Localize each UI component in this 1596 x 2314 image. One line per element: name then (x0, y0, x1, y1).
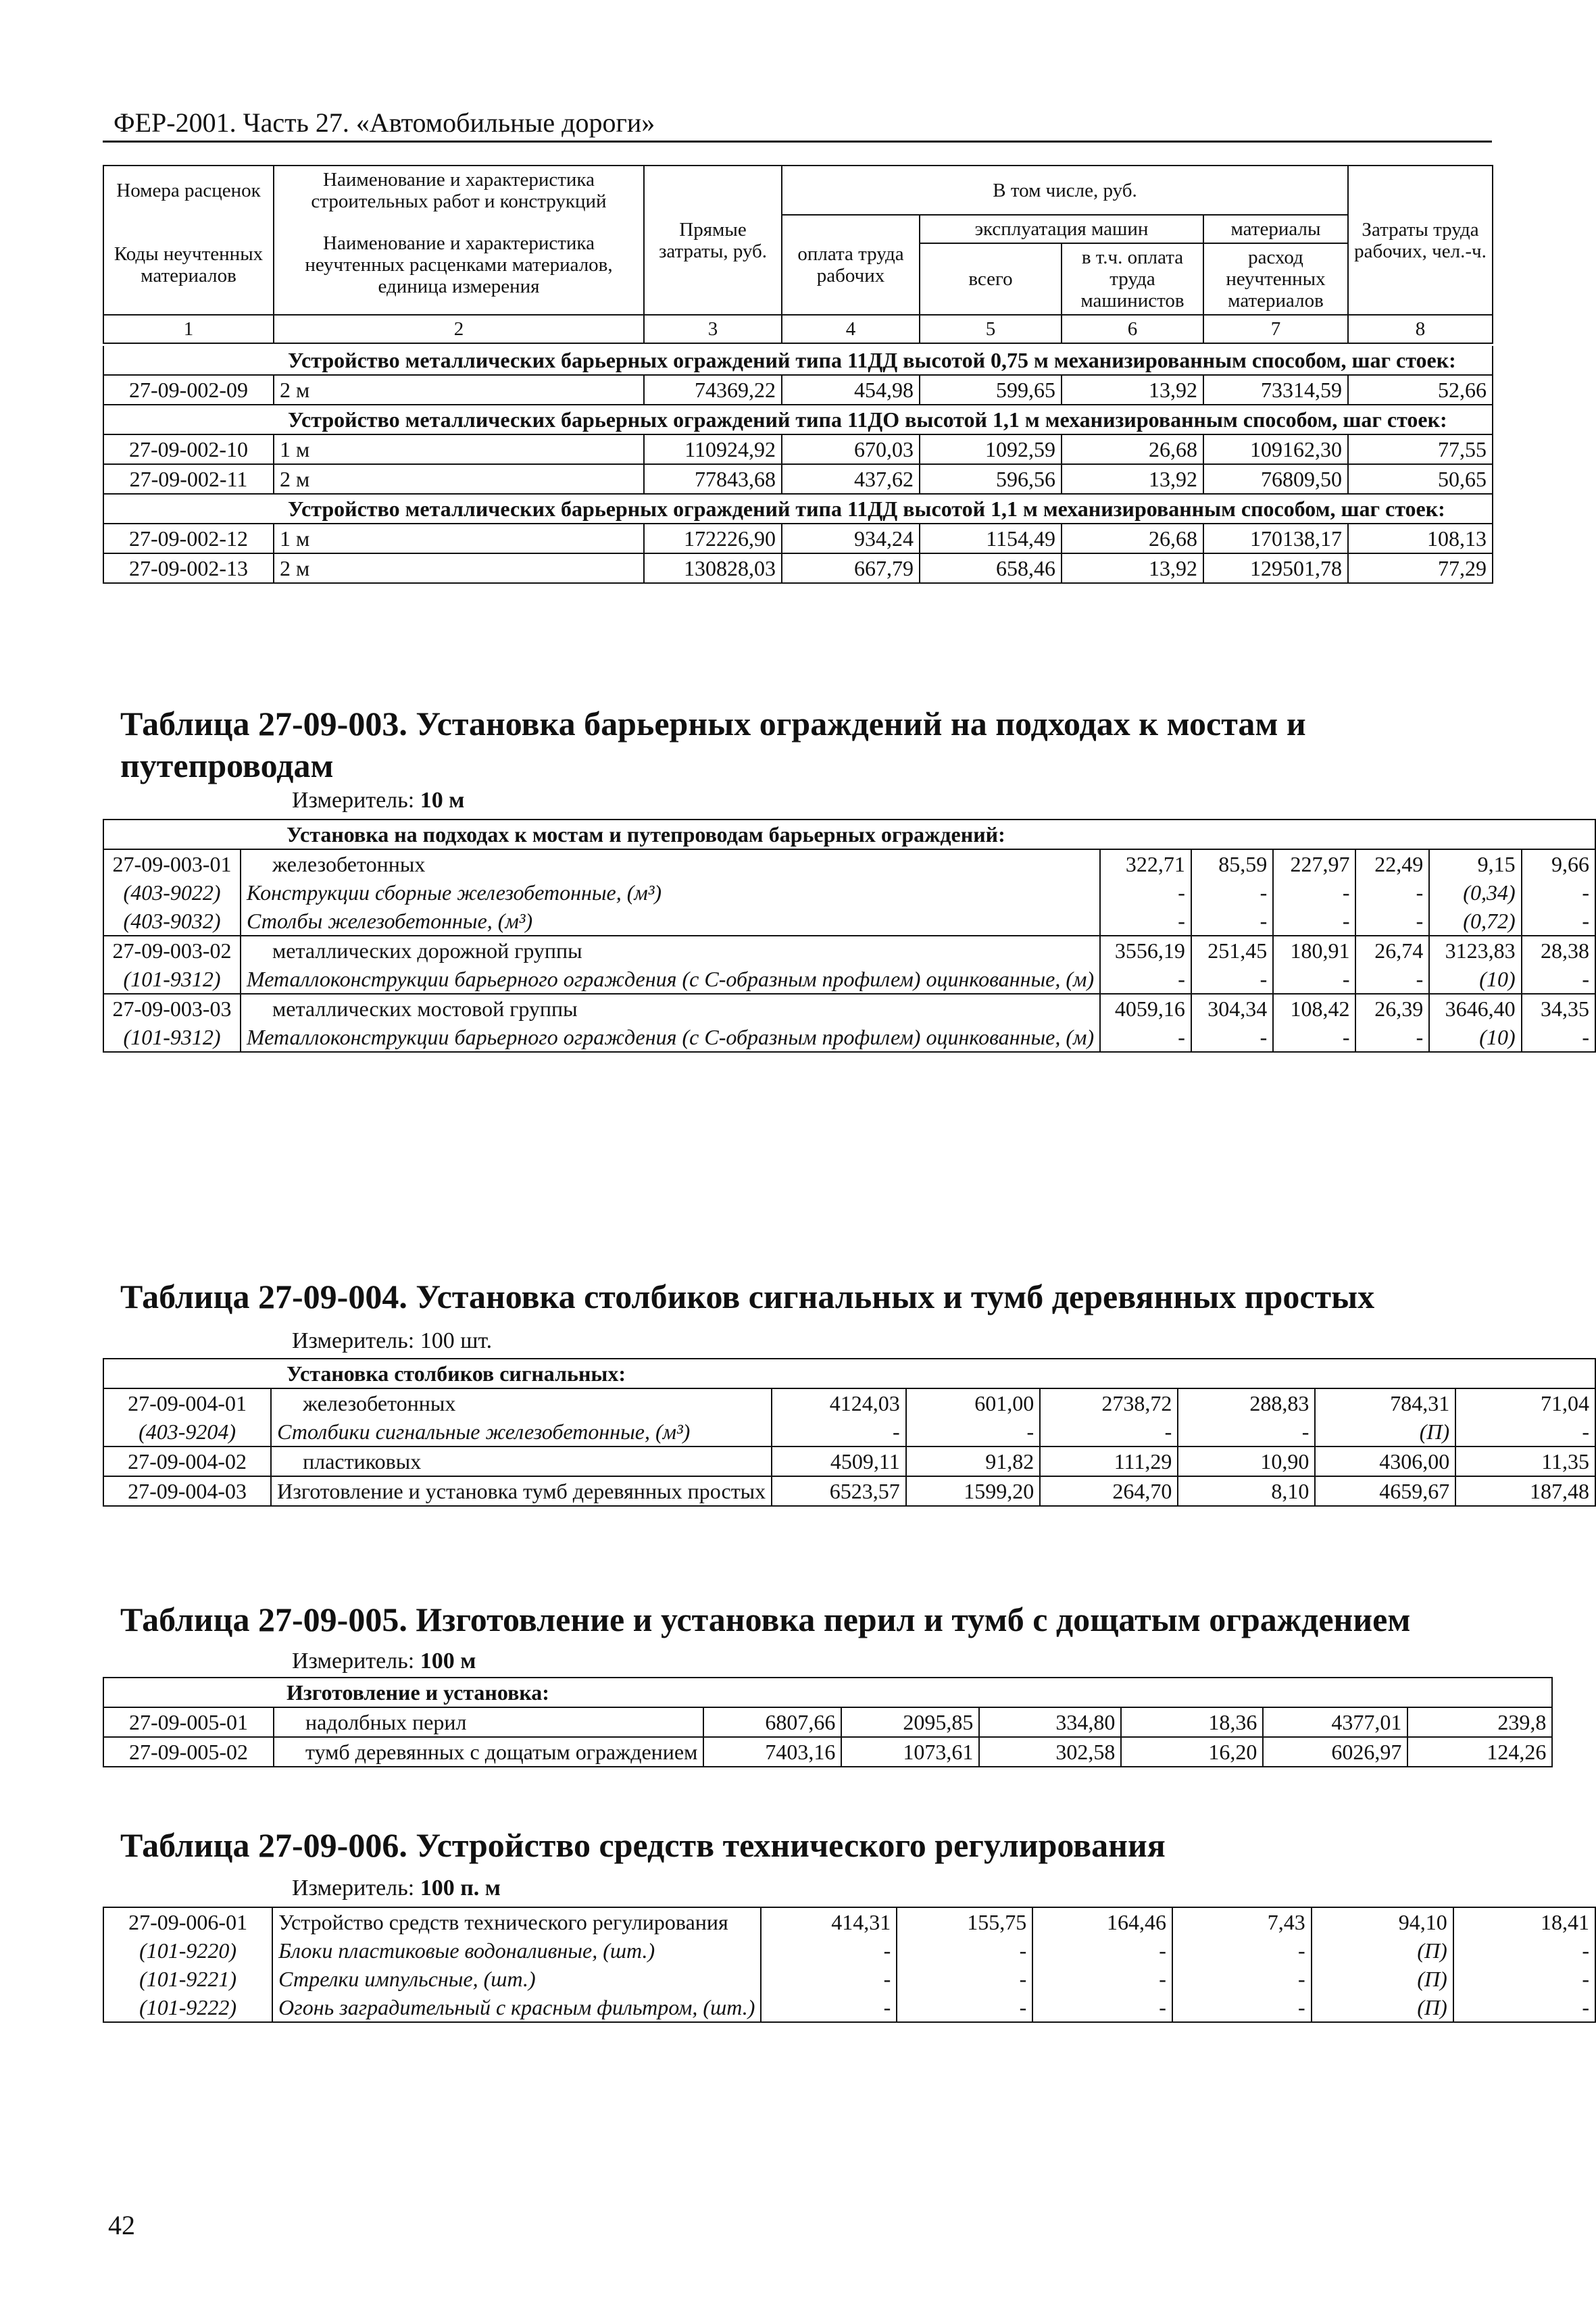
cell-value: (10) (1429, 965, 1521, 994)
cell-value: - (1522, 965, 1595, 994)
cell-value: 109162,30 (1203, 434, 1348, 464)
cell-value: 77,29 (1348, 553, 1493, 583)
cell-value: 601,00 (906, 1388, 1041, 1417)
section-heading: Устройство металлических барьерных ограждений типа 11ДО высотой 1,1 м механизированным способом, шаг стоек: (103, 405, 1493, 434)
rate-code: 27-09-002-12 (103, 524, 274, 553)
table-006 (103, 1907, 1596, 2023)
cell-value: - (1191, 907, 1273, 936)
header-col1-top: Номера расценок (103, 166, 274, 215)
table-005-meter (292, 1649, 476, 1674)
header-col7: расход неучтенных материалов (1203, 243, 1348, 315)
meter-value: 100 п. м (420, 1876, 501, 1901)
cell-value: 322,71 (1100, 849, 1191, 878)
table-006-meter (292, 1876, 501, 1901)
header-including: В том числе, руб. (782, 166, 1348, 215)
table-005 (103, 1677, 1553, 1767)
table-004-meter (292, 1328, 492, 1354)
cell-value: - (772, 1417, 906, 1447)
material-name: Столбы железобетонные, (м³) (241, 907, 1100, 936)
col-num: 5 (920, 315, 1062, 343)
header-materials: материалы (1203, 215, 1348, 243)
cell-value: - (1191, 965, 1273, 994)
row-name: металлических дорожной группы (241, 936, 1100, 965)
cell-value: 50,65 (1348, 464, 1493, 494)
material-code: (101-9222) (103, 1993, 272, 2022)
cell-value: (10) (1429, 1023, 1521, 1052)
cell-value: 26,74 (1355, 936, 1429, 965)
material-name: Блоки пластиковые водоналивные, (шт.) (272, 1936, 761, 1965)
col-num: 2 (274, 315, 644, 343)
cell-value: - (1100, 878, 1191, 907)
material-code: (101-9220) (103, 1936, 272, 1965)
cell-value: - (761, 1965, 897, 1993)
cell-value: 4659,67 (1315, 1476, 1455, 1506)
cell-value: 454,98 (782, 375, 920, 405)
cell-value: 18,36 (1121, 1707, 1263, 1737)
table-006-title: Таблица 27-09-006. Устройство средств технического регулирования (120, 1826, 1166, 1864)
cell-value: 784,31 (1315, 1388, 1455, 1417)
cell-value: - (906, 1417, 1041, 1447)
cell-value: 170138,17 (1203, 524, 1348, 553)
material-code: (101-9312) (103, 1023, 241, 1052)
cell-value: 7403,16 (703, 1737, 841, 1767)
cell-value: - (1100, 907, 1191, 936)
cell-value: 13,92 (1062, 464, 1203, 494)
rate-code: 27-09-002-10 (103, 434, 274, 464)
row-name: железобетонных (241, 849, 1100, 878)
row-name: надолбных перил (274, 1707, 703, 1737)
cell-value: 77843,68 (644, 464, 782, 494)
cell-value: - (1453, 1993, 1595, 2022)
cell-value: (П) (1312, 1936, 1453, 1965)
cell-value: 1092,59 (920, 434, 1062, 464)
material-name: Металлоконструкции барьерного ограждения (с С-образным профилем) оцинкованные, (м) (241, 965, 1100, 994)
cell-value: 26,39 (1355, 994, 1429, 1023)
cell-value: 91,82 (906, 1447, 1041, 1476)
cell-value: 3556,19 (1100, 936, 1191, 965)
header-col6: в т.ч. оплата труда машинистов (1062, 243, 1203, 315)
cell-value: 52,66 (1348, 375, 1493, 405)
cell-value: 108,13 (1348, 524, 1493, 553)
table-005-title: Таблица 27-09-005. Изготовление и установка перил и тумб с дощатым ограждением (120, 1601, 1411, 1638)
column-header-table (103, 165, 1493, 344)
cell-value: 6807,66 (703, 1707, 841, 1737)
cell-value: 8,10 (1178, 1476, 1315, 1506)
cell-value: 251,45 (1191, 936, 1273, 965)
cell-value: 596,56 (920, 464, 1062, 494)
meter-value: 100 м (420, 1649, 476, 1674)
material-name: Металлоконструкции барьерного ограждения (с С-образным профилем) оцинкованные, (м) (241, 1023, 1100, 1052)
cell-value: 129501,78 (1203, 553, 1348, 583)
cell-value: 302,58 (979, 1737, 1121, 1767)
cell-value: 34,35 (1522, 994, 1595, 1023)
cell-value: 18,41 (1453, 1907, 1595, 1936)
header-col8: Затраты труда рабочих, чел.-ч. (1348, 166, 1493, 315)
cell-value: 4509,11 (772, 1447, 906, 1476)
cell-value: - (1172, 1965, 1312, 1993)
rate-code: 27-09-004-02 (103, 1447, 271, 1476)
cell-value: 85,59 (1191, 849, 1273, 878)
cell-value: 414,31 (761, 1907, 897, 1936)
cell-value: 94,10 (1312, 1907, 1453, 1936)
cell-value: 155,75 (897, 1907, 1032, 1936)
cell-value: (0,72) (1429, 907, 1521, 936)
material-name: Столбики сигнальные железобетонные, (м³) (271, 1417, 772, 1447)
cell-value: (П) (1312, 1993, 1453, 2022)
cell-value: 164,46 (1032, 1907, 1172, 1936)
cell-value: 4377,01 (1263, 1707, 1407, 1737)
cell-value: - (1355, 878, 1429, 907)
cell-value: 437,62 (782, 464, 920, 494)
cell-value: - (1453, 1965, 1595, 1993)
row-name: 2 м (274, 375, 644, 405)
cell-value: 934,24 (782, 524, 920, 553)
cell-value: 26,68 (1062, 524, 1203, 553)
cell-value: 288,83 (1178, 1388, 1315, 1417)
col-num: 8 (1348, 315, 1493, 343)
cell-value: - (1273, 907, 1355, 936)
material-code: (101-9221) (103, 1965, 272, 1993)
cell-value: 6523,57 (772, 1476, 906, 1506)
cell-value: 599,65 (920, 375, 1062, 405)
material-code: (101-9312) (103, 965, 241, 994)
rate-code: 27-09-003-03 (103, 994, 241, 1023)
cell-value: - (1453, 1936, 1595, 1965)
cell-value: 110924,92 (644, 434, 782, 464)
cell-value: 2095,85 (841, 1707, 979, 1737)
rate-code: 27-09-003-01 (103, 849, 241, 878)
rate-code: 27-09-002-11 (103, 464, 274, 494)
cell-value: 658,46 (920, 553, 1062, 583)
cell-value: - (897, 1965, 1032, 1993)
material-name: Стрелки импульсные, (шт.) (272, 1965, 761, 1993)
table-003-meter (292, 788, 464, 813)
table-003 (103, 819, 1596, 1053)
cell-value: - (1172, 1936, 1312, 1965)
material-code: (403-9204) (103, 1417, 271, 1447)
meter-label: Измеритель: (292, 1876, 415, 1901)
row-name: 2 м (274, 464, 644, 494)
table-004 (103, 1358, 1596, 1507)
rate-code: 27-09-002-09 (103, 375, 274, 405)
cell-value: 187,48 (1455, 1476, 1595, 1506)
cell-value: - (1273, 965, 1355, 994)
col-num: 4 (782, 315, 920, 343)
row-name: пластиковых (271, 1447, 772, 1476)
cell-value: 3123,83 (1429, 936, 1521, 965)
cell-value: - (1355, 907, 1429, 936)
cell-value: 130828,03 (644, 553, 782, 583)
header-col5: всего (920, 243, 1062, 315)
meter-label: Измеритель: (292, 1649, 415, 1674)
cell-value: 4306,00 (1315, 1447, 1455, 1476)
col-num: 6 (1062, 315, 1203, 343)
cell-value: 71,04 (1455, 1388, 1595, 1417)
cell-value: 11,35 (1455, 1447, 1595, 1476)
cell-value: 16,20 (1121, 1737, 1263, 1767)
cell-value: 4059,16 (1100, 994, 1191, 1023)
cell-value: 77,55 (1348, 434, 1493, 464)
section-heading: Устройство металлических барьерных ограждений типа 11ДД высотой 1,1 м механизированным способом, шаг стоек: (103, 494, 1493, 524)
cell-value: - (1191, 1023, 1273, 1052)
cell-value: 9,66 (1522, 849, 1595, 878)
cell-value: 264,70 (1040, 1476, 1178, 1506)
row-name: металлических мостовой группы (241, 994, 1100, 1023)
col-num: 7 (1203, 315, 1348, 343)
cell-value: (П) (1312, 1965, 1453, 1993)
rate-code: 27-09-005-02 (103, 1737, 274, 1767)
col-num: 3 (644, 315, 782, 343)
cell-value: 670,03 (782, 434, 920, 464)
cell-value: (0,34) (1429, 878, 1521, 907)
cell-value: 13,92 (1062, 375, 1203, 405)
cell-value: - (1522, 878, 1595, 907)
cell-value: 108,42 (1273, 994, 1355, 1023)
col-num: 1 (103, 315, 274, 343)
page-number: 42 (108, 2210, 135, 2240)
cell-value: - (1040, 1417, 1178, 1447)
header-col3: Прямые затраты, руб. (644, 166, 782, 315)
cell-value: 9,15 (1429, 849, 1521, 878)
cell-value: 22,49 (1355, 849, 1429, 878)
section-heading: Установка на подходах к мостам и путепроводам барьерных ограждений: (103, 820, 1595, 849)
material-name: Огонь заградительный с красным фильтром, (шт.) (272, 1993, 761, 2022)
cell-value: 111,29 (1040, 1447, 1178, 1476)
meter-value: 10 м (420, 788, 465, 813)
cell-value: 1154,49 (920, 524, 1062, 553)
meter-label: Измеритель: (292, 788, 415, 813)
cell-value: 3646,40 (1429, 994, 1521, 1023)
meter-label: Измеритель: (292, 1328, 415, 1353)
cell-value: - (1032, 1965, 1172, 1993)
cell-value: - (761, 1993, 897, 2022)
header-col2-top: Наименование и характеристика строительных работ и конструкций (274, 166, 644, 215)
header-machines: эксплуатация машин (920, 215, 1203, 243)
cell-value: - (1172, 1993, 1312, 2022)
material-name: Конструкции сборные железобетонные, (м³) (241, 878, 1100, 907)
header-col2-bottom: Наименование и характеристика неучтенных расценками материалов, единица измерения (274, 215, 644, 315)
cell-value: 26,68 (1062, 434, 1203, 464)
rate-code: 27-09-002-13 (103, 553, 274, 583)
cell-value: 334,80 (979, 1707, 1121, 1737)
row-name: железобетонных (271, 1388, 772, 1417)
material-code: (403-9022) (103, 878, 241, 907)
cell-value: 1073,61 (841, 1737, 979, 1767)
cell-value: 4124,03 (772, 1388, 906, 1417)
table-002 (103, 346, 1493, 584)
cell-value: 304,34 (1191, 994, 1273, 1023)
cell-value: - (1355, 965, 1429, 994)
cell-value: - (1273, 878, 1355, 907)
row-name: Изготовление и установка тумб деревянных простых (271, 1476, 772, 1506)
cell-value: - (1355, 1023, 1429, 1052)
rate-code: 27-09-005-01 (103, 1707, 274, 1737)
cell-value: 227,97 (1273, 849, 1355, 878)
cell-value: 7,43 (1172, 1907, 1312, 1936)
cell-value: 10,90 (1178, 1447, 1315, 1476)
meter-value: 100 шт. (420, 1328, 493, 1353)
cell-value: - (1100, 965, 1191, 994)
row-name: тумб деревянных с дощатым ограждением (274, 1737, 703, 1767)
cell-value: - (1522, 1023, 1595, 1052)
cell-value: 239,8 (1407, 1707, 1552, 1737)
section-heading: Устройство металлических барьерных ограждений типа 11ДД высотой 0,75 м механизированным способом, шаг стоек: (103, 346, 1493, 375)
rate-code: 27-09-006-01 (103, 1907, 272, 1936)
cell-value: 76809,50 (1203, 464, 1348, 494)
cell-value: - (1455, 1417, 1595, 1447)
cell-value: - (897, 1993, 1032, 2022)
table-004-title: Таблица 27-09-004. Установка столбиков сигнальных и тумб деревянных простых (120, 1278, 1375, 1315)
cell-value: 74369,22 (644, 375, 782, 405)
cell-value: 13,92 (1062, 553, 1203, 583)
section-heading: Изготовление и установка: (103, 1678, 1552, 1707)
cell-value: 172226,90 (644, 524, 782, 553)
cell-value: - (897, 1936, 1032, 1965)
row-name: Устройство средств технического регулирования (272, 1907, 761, 1936)
row-name: 1 м (274, 524, 644, 553)
cell-value: 28,38 (1522, 936, 1595, 965)
cell-value: 667,79 (782, 553, 920, 583)
cell-value: 73314,59 (1203, 375, 1348, 405)
cell-value: 124,26 (1407, 1737, 1552, 1767)
cell-value: - (1032, 1936, 1172, 1965)
header-col4: оплата труда рабочих (782, 215, 920, 315)
cell-value: 6026,97 (1263, 1737, 1407, 1767)
rate-code: 27-09-003-02 (103, 936, 241, 965)
cell-value: - (1522, 907, 1595, 936)
cell-value: 2738,72 (1040, 1388, 1178, 1417)
cell-value: 1599,20 (906, 1476, 1041, 1506)
table-003-title: Таблица 27-09-003. Установка барьерных ограждений на подходах к мостам и путепроводам (120, 705, 1306, 784)
cell-value: - (1100, 1023, 1191, 1052)
cell-value: - (761, 1936, 897, 1965)
header-rule (103, 141, 1492, 143)
row-name: 1 м (274, 434, 644, 464)
row-name: 2 м (274, 553, 644, 583)
rate-code: 27-09-004-03 (103, 1476, 271, 1506)
cell-value: - (1191, 878, 1273, 907)
cell-value: - (1273, 1023, 1355, 1052)
cell-value: 180,91 (1273, 936, 1355, 965)
cell-value: (П) (1315, 1417, 1455, 1447)
cell-value: - (1032, 1993, 1172, 2022)
cell-value: - (1178, 1417, 1315, 1447)
header-col1-bottom: Коды неучтенных материалов (103, 215, 274, 315)
rate-code: 27-09-004-01 (103, 1388, 271, 1417)
section-heading: Установка столбиков сигнальных: (103, 1359, 1595, 1388)
material-code: (403-9032) (103, 907, 241, 936)
running-header: ФЕР-2001. Часть 27. «Автомобильные дороги» (114, 107, 655, 138)
